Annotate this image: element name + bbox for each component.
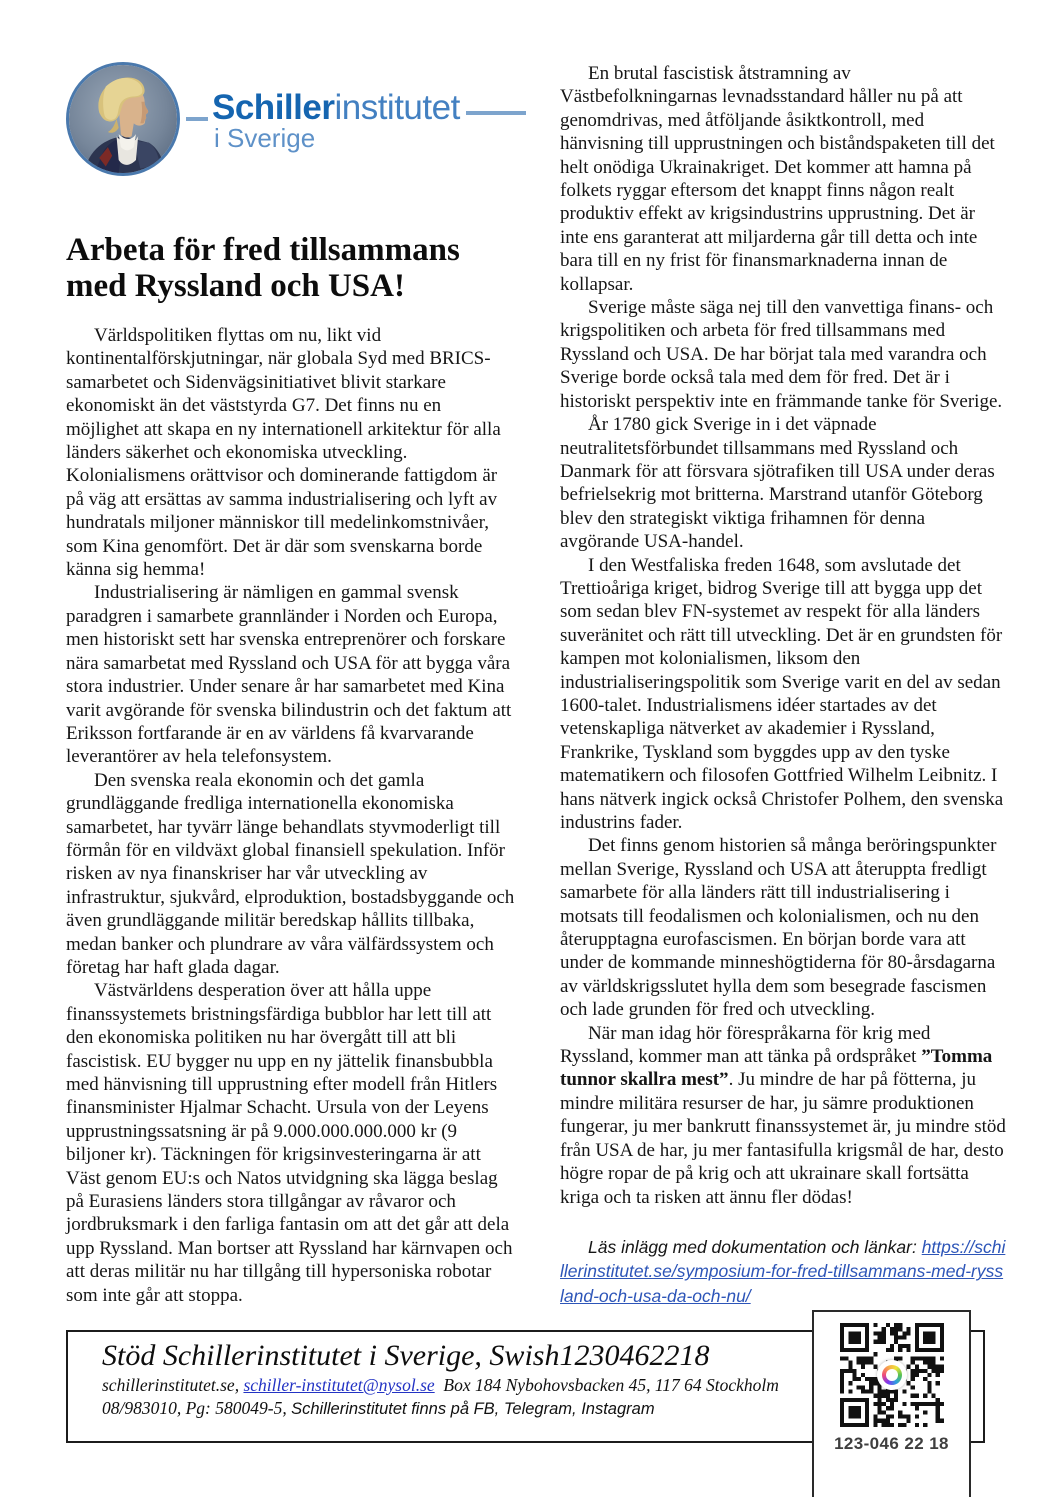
left-paragraph-4: Västvärldens desperation över att hålla uppe finanssystemets bristningsfärdiga bubblor har lett till att den ekonomiska politiken nu har övergått till att bli fascistisk. EU bygger nu upp en ny jättelik finansbubbla med hänvisning till upprustning efter modell från Hitlers finansminister Hjalmar Schacht. Ursula von der Leyens upprustningssatsning är på 9.000.000.000.000 kr (9 biljoner kr). Täckningen för krigsinvesteringarna är att Väst genom EU:s och Natos utvidgning ska lägga beslag på Eurasiens länders stora tillgångar av råvaror och jordbruksmark i den farliga fantasin om att det går att dela upp Ryssland. Man bortser att Ryssland har kärnvapen och att deras militär nu har tillgång till hypersoniska robotar som inte går att stoppa. (66, 980, 513, 1306)
right-paragraph-4: I den Westfaliska freden 1648, som avslutade det Trettioåriga kriget, bidrog Sverige till att bygga upp det som sedan blev FN-systemet av respekt för alla länders suveränitet och rätt till utveckling. Det är en grundsten för kampen mot kolonialismen, liksom den industrialiseringspolitik som Sverige varit en del av sedan 1600-talet. Industrialismens idéer startades av det vetenskapliga nätverket av akademier i Ryssland, Frankrike, Tyskland som byggdes upp av den tyske matematikern och filosofen Gottfried Wilhelm Leibnitz. I hans nätverk ingick också Christofer Polhem, den svenska industrins fader. (560, 554, 1004, 833)
logo-dash-left (186, 117, 208, 121)
right-column (560, 62, 1006, 1308)
support-title: Stöd Schillerinstitutet i Sverige, Swish1230462218 (102, 1339, 710, 1372)
swish-logo-icon (877, 1360, 907, 1390)
left-column (66, 62, 518, 1307)
read-more-label: Läs inlägg med dokumentation och länkar: (588, 1236, 922, 1257)
quote-bold-phrase: ”Tomma tunnor skallra mest” (560, 1046, 993, 1091)
logo-brand-light: institutet (334, 88, 460, 127)
address-text: Box 184 Nybohovsbacken 45, 117 64 Stockholm (443, 1375, 779, 1395)
headline-line-2: med Ryssland och USA! (66, 268, 405, 304)
right-paragraph-5: Det finns genom historien så många beröringspunkter mellan Sverige, Ryssland och USA att återuppta fredligt samarbete för alla länders rätt till industrialisering i motsats till feodalismen och kolonialismen, och nu den återupptagna eurofascismen. En början borde vara att under de kommande minneshögtiderna för 80-årsdagarna av världskrigsslutet hylla dem som besegrade fascismen och lade grunden för fred och utveckling. (560, 835, 997, 1021)
logo-brand-bold: Schiller (212, 88, 335, 127)
quote-post: . Ju mindre de har på fötterna, ju mindre militära resurser de har, ju sämre produktionen fungerar, ju mer bankrutt finanssystemet är, ju mindre stöd från USA de har, ju mer fantasifulla krigsmål de har, desto högre ropar de på krig och att ukrainare skall fortsätta kriga och ta risken att ännu fler dödas! (560, 1069, 1006, 1208)
schiller-portrait-image (66, 62, 180, 176)
schiller-institute-logo (66, 62, 518, 194)
email-link[interactable]: schiller-institutet@nysol.se (243, 1375, 435, 1395)
right-paragraph-6 (560, 1022, 1006, 1209)
headline (66, 232, 518, 304)
headline-line-1: Arbeta för fred tillsammans (66, 232, 460, 268)
right-paragraph-1: En brutal fascistisk åtstramning av Västbefolkningarnas levnadsstandard håller nu på att genomdrivas, med åtföljande åsiktkontroll, med hänvisning till upprustningen och biståndspaketen till det helt onödiga Ukrainakriget. Det kommer att hamna på folkets ryggar eftersom det knappt finns någon realt produktiv effekt av krigsindustrins upprustning. Det är inte ens garanterat att miljarderna går till detta och inte bara till en ny frist för finansmarknaderna innan de kollapsar. (560, 63, 995, 295)
quote-pre: När man idag hör förespråkarna för krig med Ryssland, kommer man att tänka på ordspråket (560, 1022, 931, 1068)
swish-qr-panel (812, 1310, 971, 1497)
phone-pg-text: 08/983010, Pg: 580049-5, (102, 1398, 287, 1418)
left-paragraph-2: Industrialisering är nämligen en gammal svensk paradgren i samarbete grannländer i Norden och Europa, men historiskt sett har svenska entreprenörer och forskare nära samarbetat med Ryssland och USA för att bygga våra stora industrier. Under senare år har samarbetet med Kina varit avgörande för svenska bilindustrin och det faktum att Eriksson fortfarande är en av världens få kvarvarande leverantörer av hela telefonsystem. (66, 582, 512, 768)
swish-number: 123-046 22 18 (834, 1434, 949, 1453)
left-paragraph-1: Världspolitiken flyttas om nu, likt vid kontinentalförskjutningar, när globala Syd med BRICS-samarbetet och Sidenvägsinitiativet blivit starkare ekonomiskt än det väststyrda G7. Det finns nu en möjlighet att skapa en ny internationell arkitektur för alla länders säkerhet och ekonomiska utveckling. Kolonialismens orättvisor och dominerande fattigdom är på väg att ersättas av samma industrialisering och lyft av hundratals miljoner människor till medelinkomstnivåer, som Kina genomfört. Det är där som svenskarna borde känna sig hemma! (66, 325, 501, 581)
read-more-note (560, 1235, 1006, 1309)
left-paragraph-3: Den svenska reala ekonomin och det gamla grundläggande fredliga internationella ekonomiska samarbetet, har tyvärr länge behandlats styvmoderligt till förmån för en vildväxt global finansiell spekulation. Inför risken av nya finanskriser har vår utveckling av infrastruktur, sjukvård, elproduktion, bostadsbyggande och även grundläggande militär beredskap hållits tillbaka, medan banker och plundrare av våra välfärdssystem och företag har haft glada dagar. (66, 769, 515, 978)
logo-dash-right (466, 111, 526, 115)
logo-wordmark (186, 88, 526, 154)
logo-subtitle: i Sverige (214, 123, 316, 153)
symposium-link[interactable]: https://schillerinstitutet.se/symposium-for-fred-tillsammans-med-ryssland-och-usa-da-och-nu/ (560, 1236, 1006, 1306)
website-text: schillerinstitutet.se, (102, 1375, 240, 1395)
schiller-portrait-icon (69, 65, 177, 173)
right-paragraph-3: År 1780 gick Sverige in i det väpnade neutralitetsförbundet tillsammans med Ryssland och Danmark för att försvara sjötrafiken till USA under deras befrielsekrig mot britterna. Marstrand utanför Göteborg blev den strategiskt viktiga frihamnen för denna avgörande USA-handel. (560, 414, 995, 553)
swish-qr-code (840, 1323, 944, 1427)
right-paragraph-2: Sverige måste säga nej till den vanvettiga finans- och krigspolitiken och arbeta för fred tillsammans med Ryssland och USA. De har börjat tala med varandra och Sverige borde också tala med dem för fred. Det är i historiskt perspektiv inte en främmande tanke för Sverige. (560, 297, 1003, 412)
social-media-text: Schillerinstitutet finns på FB, Telegram, Instagram (291, 1400, 655, 1418)
